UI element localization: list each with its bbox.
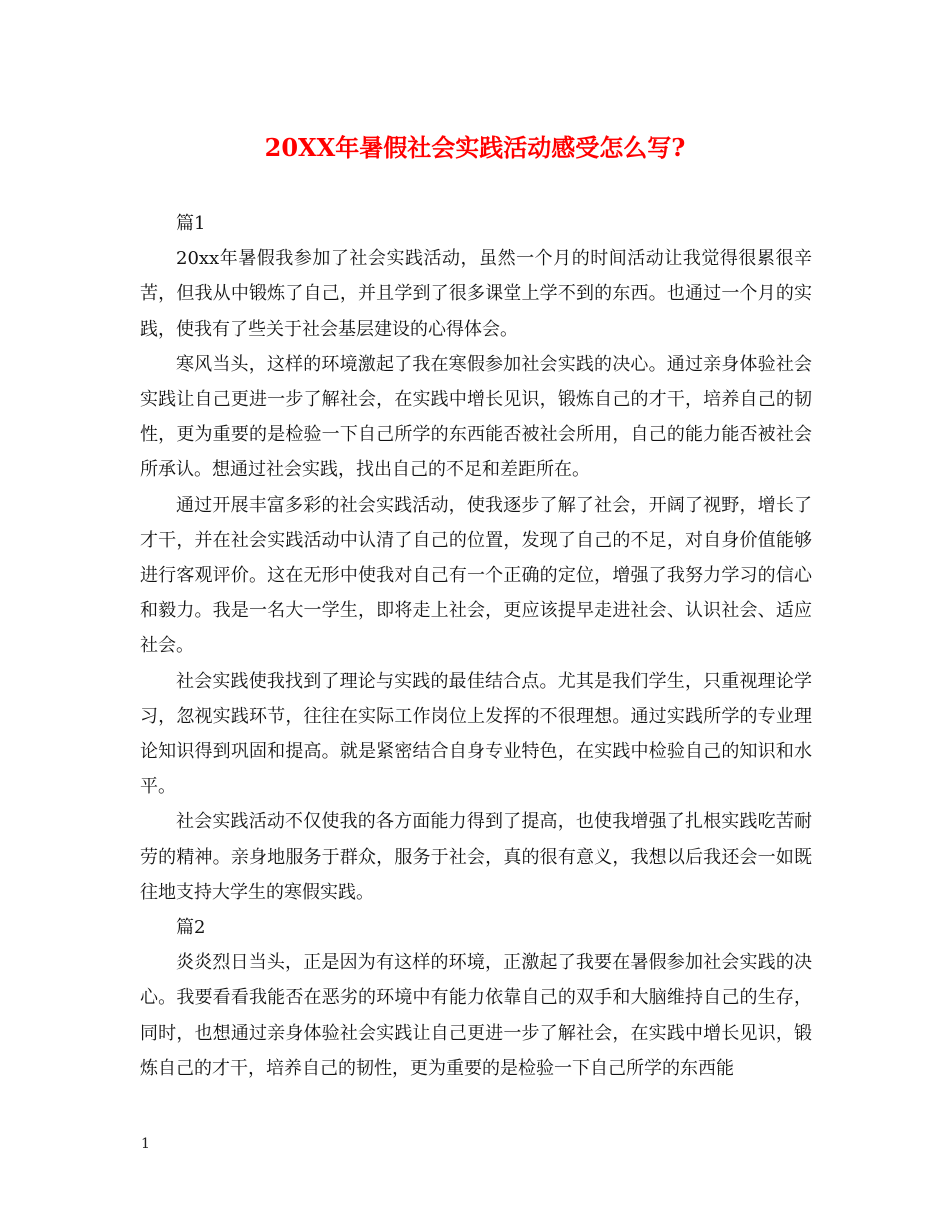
body-paragraph: 通过开展丰富多彩的社会实践活动，使我逐步了解了社会，开阔了视野，增长了才干，并在社会实践活动中认清了自己的位置，发现了自己的不足，对自身价值能够进行客观评价。这在无形中使我对自己有一个正确的定位，增强了我努力学习的信心和毅力。我是一名大一学生，即将走上社会，更应该提早走进社会、认识社会、适应社会。 <box>140 494 812 657</box>
document-title: 20XX年暑假社会实践活动感受怎么写? <box>264 133 686 162</box>
section-heading-1: 篇1 <box>176 213 206 234</box>
body-paragraph: 社会实践使我找到了理论与实践的最佳结合点。尤其是我们学生，只重视理论学习，忽视实践环节，往往在实际工作岗位上发挥的不很理想。通过实践所学的专业理论知识得到巩固和提高。就是紧密结合自身专业特色，在实践中检验自己的知识和水平。 <box>140 670 812 798</box>
body-paragraph: 社会实践活动不仅使我的各方面能力得到了提高，也使我增强了扎根实践吃苦耐劳的精神。亲身地服务于群众，服务于社会，真的很有意义，我想以后我还会一如既往地支持大学生的寒假实践。 <box>140 811 812 903</box>
body-paragraph: 寒风当头，这样的环境激起了我在寒假参加社会实践的决心。通过亲身体验社会实践让自己更进一步了解社会，在实践中增长见识，锻炼自己的才干，培养自己的韧性，更为重要的是检验一下自己所学的东西能否被社会所用，自己的能力能否被社会所承认。想通过社会实践，找出自己的不足和差距所在。 <box>140 353 812 481</box>
body-paragraph: 炎炎烈日当头，正是因为有这样的环境，正激起了我要在暑假参加社会实践的决心。我要看看我能否在恶劣的环境中有能力依靠自己的双手和大脑维持自己的生存，同时，也想通过亲身体验社会实践让自己更进一步了解社会，在实践中增长见识，锻炼自己的才干，培养自己的韧性，更为重要的是检验一下自己所学的东西能 <box>140 952 812 1079</box>
body-paragraph: 20xx年暑假我参加了社会实践活动，虽然一个月的时间活动让我觉得很累很辛苦，但我从中锻炼了自己，并且学到了很多课堂上学不到的东西。也通过一个月的实践，使我有了些关于社会基层建设的心得体会。 <box>140 248 812 340</box>
page-number: 1 <box>141 1136 150 1152</box>
document-body <box>140 206 812 1086</box>
section-heading-2: 篇2 <box>176 917 206 939</box>
